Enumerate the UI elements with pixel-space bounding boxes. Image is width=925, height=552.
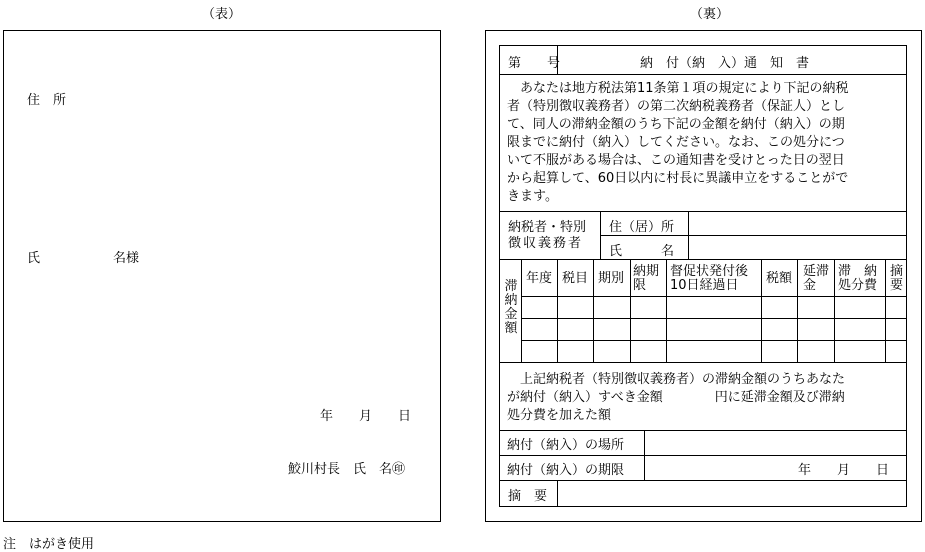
divider xyxy=(557,259,558,362)
divider xyxy=(885,259,886,362)
col-disposition-cost: 滞 納 処分費 xyxy=(838,264,878,293)
col-year: 年度 xyxy=(526,271,553,286)
front-name-suffix: 名様 xyxy=(113,251,140,266)
arrears-label: 滞納金額 xyxy=(504,279,518,336)
taxpayer-name-label: 氏 名 xyxy=(609,244,675,259)
back-header: （裏） xyxy=(690,7,730,22)
col-due-date: 納期 限 xyxy=(633,264,660,293)
divider xyxy=(499,455,907,456)
payment-deadline-date: 年 月 日 xyxy=(798,463,890,478)
divider xyxy=(499,74,907,75)
divider xyxy=(600,235,907,236)
form-title: 納 付（納 入）通 知 書 xyxy=(640,56,810,71)
front-name-label: 氏 xyxy=(27,251,41,266)
payment-deadline-label: 納付（納入）の期限 xyxy=(507,463,625,478)
divider xyxy=(834,259,835,362)
front-issuer: 鮫川村長 氏 名㊞ xyxy=(288,462,406,477)
front-header: （表） xyxy=(202,7,242,22)
front-date: 年 月 日 xyxy=(320,409,412,424)
col-remarks: 摘 要 xyxy=(890,264,904,293)
divider xyxy=(666,259,667,362)
divider xyxy=(499,480,907,481)
divider xyxy=(521,318,907,319)
divider xyxy=(521,259,522,362)
divider xyxy=(797,259,798,362)
amount-text: 上記納税者（特別徴収義務者）の滞納金額のうちあなた が納付（納入）すべき金額 円に延滞金額及び滞納 処分費を加えた額 xyxy=(507,372,846,423)
number-label: 第 号 xyxy=(508,56,561,71)
col-reminder-date: 督促状発付後 10日経過日 xyxy=(670,264,749,293)
col-tax-item: 税目 xyxy=(562,271,589,286)
front-postcard xyxy=(3,30,441,522)
divider xyxy=(761,259,762,362)
divider xyxy=(499,362,907,363)
footnote: 注 はがき使用 xyxy=(3,537,95,552)
col-period: 期別 xyxy=(598,271,625,286)
payment-place-label: 納付（納入）の場所 xyxy=(507,438,625,453)
divider xyxy=(499,430,907,431)
col-tax-amount: 税額 xyxy=(766,271,793,286)
col-delinquency: 延滞 金 xyxy=(803,264,830,293)
divider xyxy=(521,340,907,341)
divider xyxy=(630,259,631,362)
taxpayer-label: 納税者・特別 徴収義務者 xyxy=(508,220,587,251)
divider xyxy=(521,296,907,297)
front-address-label: 住 所 xyxy=(27,93,67,108)
divider xyxy=(499,259,907,260)
remarks-label: 摘 要 xyxy=(508,489,548,504)
divider xyxy=(499,211,907,212)
divider xyxy=(557,480,558,507)
notice-text: あなたは地方税法第11条第１項の規定により下記の納税 者（特別徴収義務者）の第二次納税義務者（保証人）とし て、同人の滞納金額のうち下記の金額を納付（納入）の期 限までに納付（納入）してください。なお、この処分につ いて不服がある場合は、この通知書を受けとった日の翌日 から起算して、60日以内に村長に異議申立をすることがで きます。 xyxy=(507,81,849,204)
taxpayer-address-label: 住（居）所 xyxy=(609,220,675,235)
divider xyxy=(557,45,558,74)
divider xyxy=(593,259,594,362)
